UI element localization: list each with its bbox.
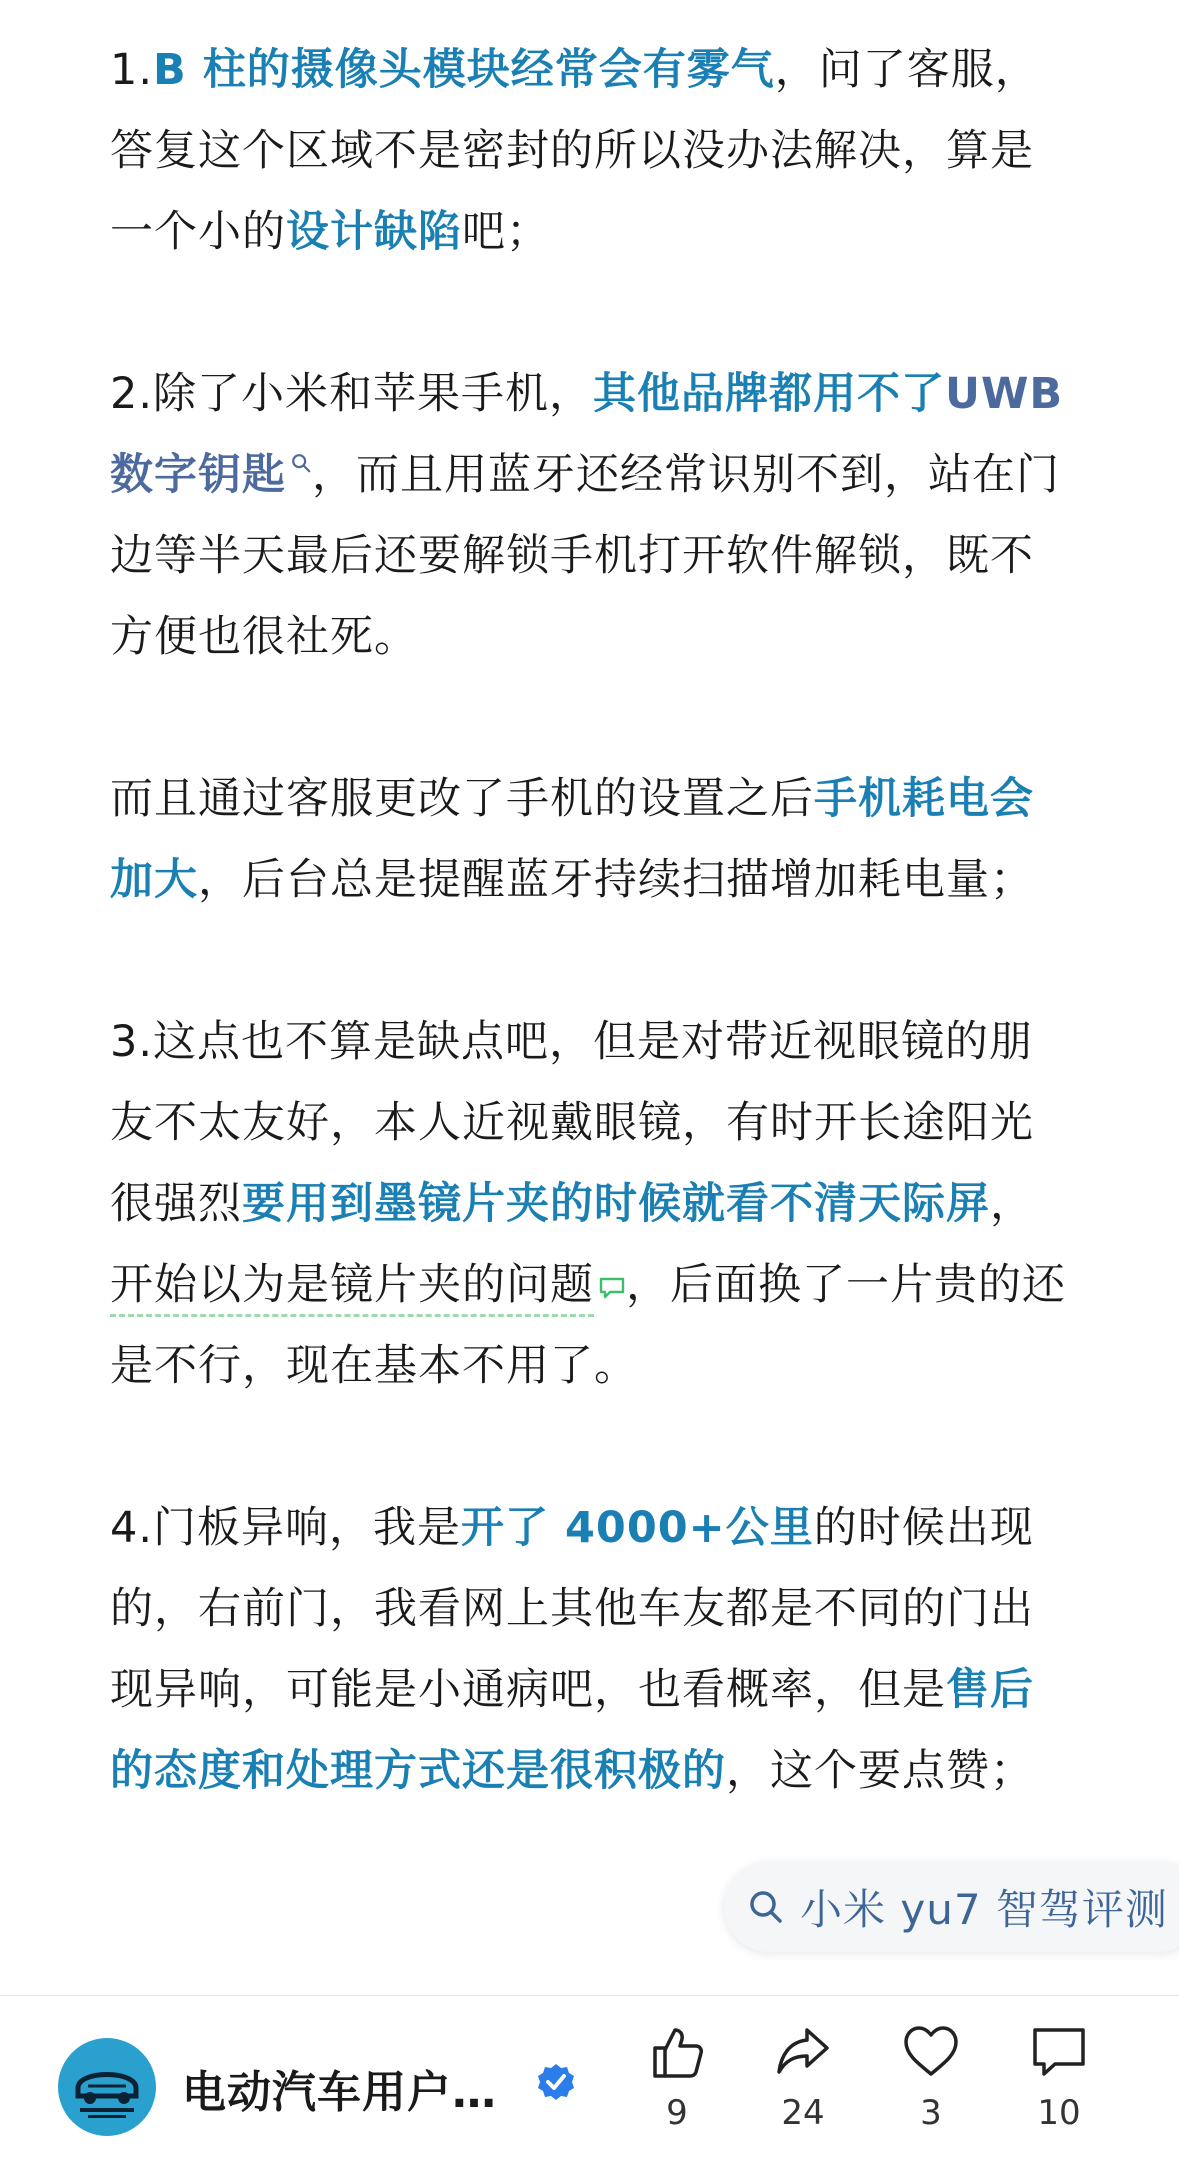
text: 的时候出现的，右前门，我看网上其他车友都是不同的门出现异响，可能是小通病吧，也看概率，但是 [110,1503,1034,1715]
highlight-text: 开了 4000+公里 [461,1503,814,1553]
comment-bubble-icon[interactable] [598,1276,626,1300]
highlight-text: 手机耗电会加大 [110,774,1034,905]
text: 3.这点也不算是缺点吧，但是对带近视眼镜的朋友不太友好，本人近视戴眼镜，有时开长途阳光很强烈 [110,1017,1034,1229]
text: 2.除了小米和苹果手机， [110,369,594,419]
text: ，而且用蓝牙还经常识别不到，站在门边等半天最后还要解锁手机打开软件解锁，既不方便也很社死。 [110,450,1060,662]
paragraph-4 [110,1002,1070,1407]
share-button[interactable] [748,2022,858,2132]
text: 而且通过客服更改了手机的设置之后 [110,774,814,824]
avatar[interactable] [58,2038,156,2136]
comment-button[interactable] [1004,2022,1114,2132]
search-icon[interactable] [290,452,312,474]
paragraph-3 [110,759,1070,921]
search-icon [746,1887,786,1927]
highlight-text: 要用到墨镜片夹的时候就看不清天际屏 [242,1179,990,1229]
paragraph-1 [110,30,1070,273]
article-body [110,30,1070,1893]
author-name[interactable]: 电动汽车用户… [182,2067,497,2118]
comment-icon [1029,2022,1089,2082]
text: ，问了客服，答复这个区域不是密封的所以没办法解决，算是一个小的 [110,45,1039,257]
like-count: 9 [666,2093,688,2133]
share-icon [773,2022,833,2082]
commented-text[interactable]: 开始以为是镜片夹的问题 [110,1260,594,1317]
paragraph-2 [110,354,1070,678]
text: 4.门板异响，我是 [110,1503,462,1553]
favorite-button[interactable] [876,2022,986,2132]
search-suggestion-label: 小米 yu7 智驾评测 [800,1885,1168,1934]
text: ，这个要点赞； [726,1746,1034,1796]
search-suggestion-pill[interactable] [724,1862,1179,1952]
highlight-text: 设计缺陷 [286,207,462,257]
paragraph-5 [110,1488,1070,1812]
thumbs-up-icon [647,2022,707,2082]
bottom-action-bar [0,1995,1179,2162]
highlight-text: 其他品牌都用不了 [593,369,946,419]
comment-count: 10 [1037,2093,1081,2133]
keyword-search-link[interactable]: UWB 数字钥匙 [110,369,1064,500]
favorite-count: 3 [920,2093,942,2133]
text: ， [990,1179,1034,1229]
verified-badge-icon [536,2062,576,2102]
like-button[interactable] [622,2022,732,2132]
text: 吧； [462,207,550,257]
highlight-text: 售后的态度和处理方式还是很积极的 [110,1665,1034,1796]
text: ，后台总是提醒蓝牙持续扫描增加耗电量； [198,855,1034,905]
car-logo-icon [58,2038,156,2136]
text: ，后面换了一片贵的还是不行，现在基本不用了。 [110,1260,1066,1391]
heart-icon [901,2022,961,2082]
highlight-text: B 柱的摄像头模块经常会有雾气 [153,45,775,95]
share-count: 24 [781,2093,825,2133]
text: 1. [110,45,154,95]
